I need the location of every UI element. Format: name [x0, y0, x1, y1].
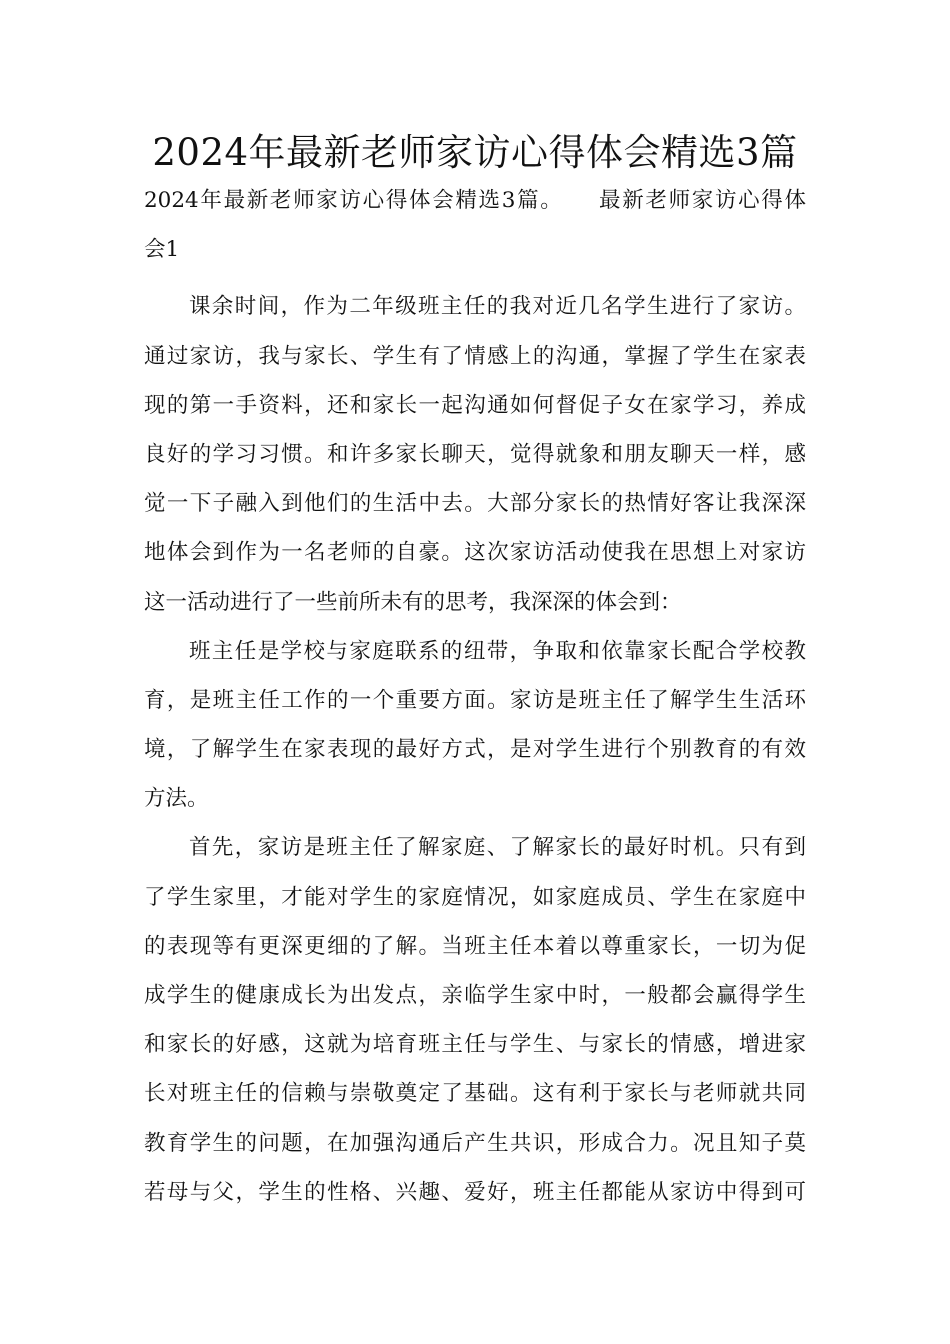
- paragraph-line: 长对班主任的信赖与崇敬奠定了基础。这有利于家长与老师就共同: [144, 1081, 806, 1107]
- paragraph-line: 若母与父，学生的性格、兴趣、爱好，班主任都能从家访中得到可: [144, 1179, 806, 1205]
- paragraph-line: 通过家访，我与家长、学生有了情感上的沟通，掌握了学生在家表: [144, 343, 806, 369]
- paragraph-line: 班主任是学校与家庭联系的纽带，争取和依靠家长配合学校教: [189, 638, 806, 664]
- paragraph-line: 良好的学习习惯。和许多家长聊天，觉得就象和朋友聊天一样，感: [144, 441, 806, 467]
- document-body: [144, 176, 806, 1217]
- paragraph-line: 首先，家访是班主任了解家庭、了解家长的最好时机。只有到: [189, 835, 806, 861]
- paragraph-line: 和家长的好感，这就为培育班主任与学生、与家长的情感，增进家: [144, 1032, 806, 1058]
- paragraph-line: 育，是班主任工作的一个重要方面。家访是班主任了解学生生活环: [144, 687, 806, 713]
- paragraph-line: 方法。: [144, 786, 209, 812]
- paragraph-line: 的表现等有更深更细的了解。当班主任本着以尊重家长，一切为促: [144, 933, 806, 959]
- paragraph-line: 成学生的健康成长为出发点，亲临学生家中时，一般都会赢得学生: [144, 983, 806, 1008]
- paragraph-line: 觉一下子融入到他们的生活中去。大部分家长的热情好客让我深深: [144, 491, 806, 517]
- paragraph-line: 课余时间，作为二年级班主任的我对近几名学生进行了家访。: [189, 294, 806, 320]
- paragraph-3: [144, 823, 806, 1217]
- paragraph-line: 地体会到作为一名老师的自豪。这次家访活动使我在思想上对家访: [144, 540, 806, 566]
- paragraph-1: [144, 282, 806, 626]
- paragraph-line: 境，了解学生在家表现的最好方式，是对学生进行个别教育的有效: [144, 737, 806, 763]
- paragraph-line: 教育学生的问题，在加强沟通后产生共识，形成合力。况且知子莫: [144, 1130, 806, 1156]
- intro-line: 会1: [144, 237, 180, 263]
- paragraph-2: [144, 627, 806, 824]
- intro-line: 2024年最新老师家访心得体会精选3篇。 最新老师家访心得体: [144, 188, 806, 213]
- document-title: 2024年最新老师家访心得体会精选3篇: [152, 131, 798, 174]
- paragraph-line: 现的第一手资料，还和家长一起沟通如何督促子女在家学习，养成: [144, 392, 806, 418]
- paragraph-line: 了学生家里，才能对学生的家庭情况，如家庭成员、学生在家庭中: [144, 884, 806, 910]
- paragraph-line: 这一活动进行了一些前所未有的思考，我深深的体会到：: [144, 589, 682, 615]
